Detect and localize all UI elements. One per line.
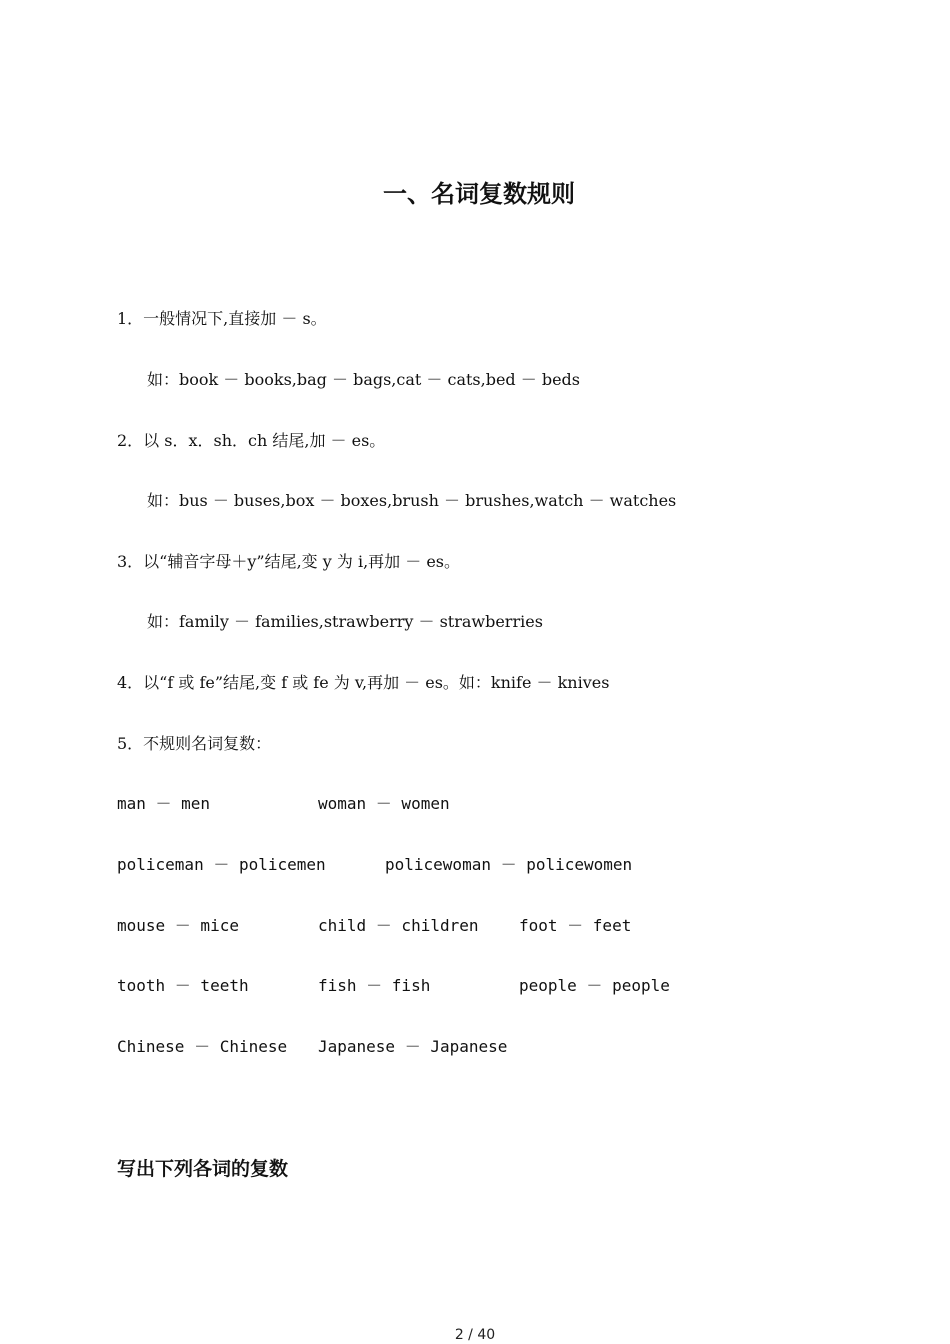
page-title: 一、名词复数规则 [383,180,575,208]
rule-5: 5．不规则名词复数： [117,734,272,753]
irregular-pair: policeman － policemen [117,855,326,874]
rule-3-example: 如：family － families,strawberry － strawberries [147,612,543,631]
rule-3: 3．以“辅音字母＋y”结尾,变 y 为 i,再加 － es。 [117,552,461,571]
irregular-pair: tooth － teeth [117,976,249,995]
rule-2: 2．以 s．x．sh．ch 结尾,加 － es。 [117,431,386,450]
irregular-pair: man － men [117,794,211,813]
irregular-pair: woman － women [318,794,450,813]
exercise-heading: 写出下列各词的复数 [117,1158,289,1180]
irregular-pair: policewoman － policewomen [385,855,633,874]
irregular-pair: fish － fish [318,976,431,995]
irregular-pair: mouse － mice [117,916,239,935]
irregular-pair: child － children [318,916,479,935]
irregular-pair: people － people [519,976,670,995]
irregular-pair: foot － feet [519,916,632,935]
page-number: 2 / 40 [454,1327,496,1343]
irregular-pair: Chinese － Chinese [117,1037,288,1056]
rule-4: 4．以“f 或 fe”结尾,变 f 或 fe 为 v,再加 － es。如：knife － knives [117,673,610,692]
rule-1: 1．一般情况下,直接加 － s。 [117,309,327,328]
rule-1-example: 如：book － books,bag － bags,cat － cats,bed － beds [147,370,581,389]
rule-2-example: 如：bus － buses,box － boxes,brush － brushes,watch － watches [147,491,677,510]
irregular-pair: Japanese － Japanese [318,1037,508,1056]
